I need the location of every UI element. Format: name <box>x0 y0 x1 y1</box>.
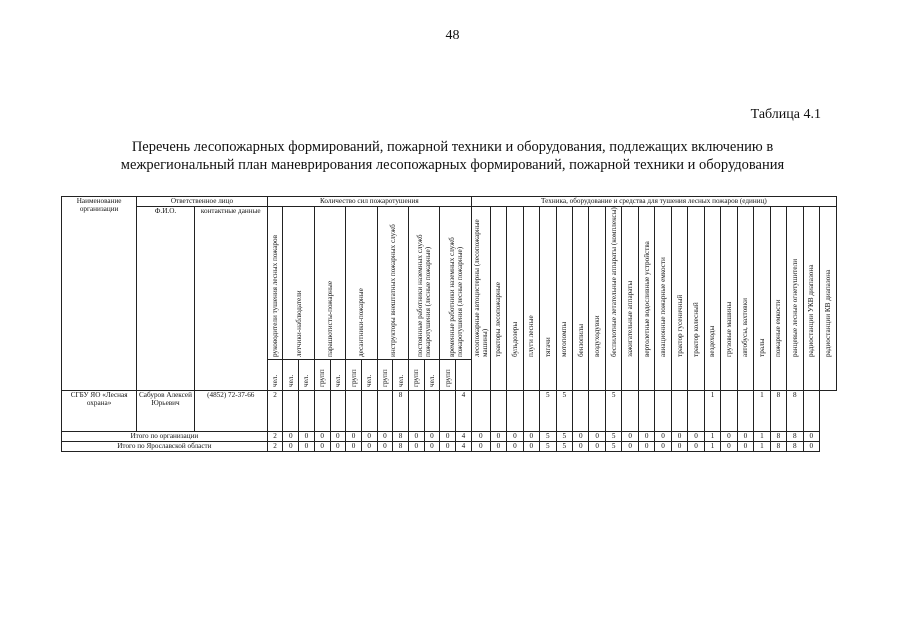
equipment-col-9-label: зажигательные аппараты <box>626 280 635 357</box>
force-value <box>440 391 456 432</box>
total-force-value: 0 <box>361 432 377 442</box>
force-value <box>361 391 377 432</box>
total-equipment-value: 0 <box>523 432 539 442</box>
total-equipment-value: 0 <box>803 442 819 452</box>
total-equipment-value: 4 <box>456 442 472 452</box>
equipment-col-3 <box>523 207 539 391</box>
equipment-col-7-label: воздуходувки <box>593 315 602 357</box>
total-force-value: 0 <box>440 442 456 452</box>
equipment-col-21-label: радиостанции КВ диапазона <box>824 269 833 357</box>
total-force-value: 2 <box>267 442 283 452</box>
force-unit-7 <box>377 360 393 391</box>
equipment-col-10-label: вертолетные водосливные устройства <box>642 241 651 357</box>
title-line-1: Перечень лесопожарных формирований, пожарной техники и оборудования, подлежащих включению в <box>131 139 774 155</box>
total-force-value: 0 <box>314 432 330 442</box>
force-unit-9 <box>408 360 424 391</box>
equipment-col-16 <box>737 207 753 391</box>
total-force-value: 0 <box>377 432 393 442</box>
total-equipment-value: 5 <box>556 432 572 442</box>
title-line-2: межрегиональный план маневрирования лесопожарных формирований, пожарной техники и оборудования <box>120 157 785 173</box>
fio-cell: Сабуров Алексей Юрьевич <box>137 391 195 432</box>
equipment-value: 1 <box>704 391 720 432</box>
equipment-col-10 <box>638 207 654 391</box>
force-value <box>377 391 393 432</box>
force-unit-0-label: чел. <box>271 374 280 387</box>
equipment-value <box>471 391 490 432</box>
equipment-value <box>688 391 704 432</box>
total-equipment-value: 8 <box>770 432 786 442</box>
force-unit-5-label: групп <box>349 369 358 387</box>
total-equipment-value: 8 <box>787 432 803 442</box>
equipment-col-5 <box>556 207 572 391</box>
total-equipment-value: 0 <box>507 442 523 452</box>
total-force-value: 8 <box>393 432 409 442</box>
equipment-col-0-label: лесопожарные автоцистерны (лесопожарные машины) <box>472 219 489 357</box>
equipment-value: 8 <box>787 391 803 432</box>
total-equipment-value: 0 <box>471 442 490 452</box>
force-unit-8-label: чел. <box>396 374 405 387</box>
equipment-col-12-label: трактор гусеничный <box>675 294 684 357</box>
equipment-col-11-label: авиационные пожарные емкости <box>659 257 668 357</box>
total-force-value: 0 <box>346 432 362 442</box>
total-equipment-value: 5 <box>540 442 556 452</box>
total-force-value: 0 <box>424 432 440 442</box>
equipment-col-1 <box>490 207 506 391</box>
header-forces: Количество сил пожаротушения <box>267 197 471 207</box>
equipment-col-11 <box>655 207 671 391</box>
total-force-value: 0 <box>424 442 440 452</box>
total-force-value: 0 <box>283 442 299 452</box>
force-col-3 <box>346 207 377 360</box>
total-equipment-value: 0 <box>671 432 687 442</box>
equipment-value: 8 <box>770 391 786 432</box>
force-col-2-label: парашютисты-пожарные <box>326 280 334 357</box>
equipment-col-9 <box>622 207 638 391</box>
equipment-col-5-label: мотопомпы <box>560 321 569 357</box>
force-unit-6 <box>361 360 377 391</box>
equipment-value: 5 <box>556 391 572 432</box>
total-equipment-value: 0 <box>507 432 523 442</box>
total-force-value: 2 <box>267 432 283 442</box>
total-force-value: 0 <box>408 442 424 452</box>
totals-row <box>62 432 837 442</box>
total-equipment-value: 0 <box>638 442 654 452</box>
total-equipment-value: 0 <box>490 432 506 442</box>
force-col-0-label: руководители тушения лесных пожаров <box>271 235 280 357</box>
equipment-col-21 <box>820 207 837 391</box>
force-unit-4 <box>330 360 346 391</box>
total-force-value: 0 <box>408 432 424 442</box>
totals-label: Итого по организации <box>62 432 268 442</box>
equipment-value <box>638 391 654 432</box>
equipment-value: 1 <box>754 391 770 432</box>
equipment-value <box>721 391 737 432</box>
total-force-value: 0 <box>346 442 362 452</box>
total-force-value: 0 <box>440 432 456 442</box>
total-equipment-value: 0 <box>622 442 638 452</box>
force-unit-7-label: групп <box>380 369 389 387</box>
total-equipment-value: 5 <box>556 442 572 452</box>
equipment-col-1-label: тракторы лесопожарные <box>494 282 503 357</box>
org-name-cell: СГБУ ЯО «Лесная охрана» <box>62 391 137 432</box>
total-equipment-value: 0 <box>721 442 737 452</box>
total-equipment-value: 0 <box>622 432 638 442</box>
equipment-col-20-label: радиостанции УКВ диапазона <box>807 264 816 357</box>
equipment-col-18 <box>770 207 786 391</box>
forces-equipment-table <box>61 196 837 452</box>
equipment-value <box>737 391 753 432</box>
force-unit-2-label: чел. <box>302 374 311 387</box>
total-force-value: 0 <box>299 442 315 452</box>
total-equipment-value: 1 <box>754 432 770 442</box>
total-force-value: 0 <box>330 432 346 442</box>
force-col-1 <box>283 207 314 360</box>
force-unit-1 <box>283 360 299 391</box>
header-contacts: контактные данные <box>194 207 267 391</box>
equipment-col-19-label: ранцевые лесные огнетушители <box>790 258 799 357</box>
equipment-col-4-label: тягачи <box>543 337 552 357</box>
force-value <box>424 391 440 432</box>
equipment-col-4 <box>540 207 556 391</box>
equipment-col-18-label: пожарные емкости <box>774 299 783 357</box>
force-unit-6-label: чел. <box>365 374 374 387</box>
equipment-value: 5 <box>540 391 556 432</box>
force-col-3-label: десантники-пожарные <box>357 288 366 357</box>
total-force-value: 0 <box>299 432 315 442</box>
total-equipment-value: 1 <box>704 442 720 452</box>
equipment-col-8 <box>605 207 621 391</box>
equipment-col-15 <box>721 207 737 391</box>
equipment-col-20 <box>803 207 819 391</box>
header-fio: Ф.И.О. <box>137 207 195 391</box>
force-unit-10-label: чел. <box>427 374 436 387</box>
equipment-col-19 <box>787 207 803 391</box>
total-equipment-value: 8 <box>770 442 786 452</box>
force-col-5-label: постоянные работники наземных служб пожаротушения (лесные пожарные) <box>416 234 433 357</box>
equipment-col-6-label: бензопилы <box>576 323 585 357</box>
total-equipment-value: 0 <box>688 442 704 452</box>
equipment-col-3-label: плуги лесные <box>527 315 536 357</box>
force-col-1-label: летчики-наблюдатели <box>294 290 303 357</box>
equipment-value: 4 <box>456 391 472 432</box>
force-unit-9-label: групп <box>412 369 421 387</box>
force-unit-3 <box>314 360 330 391</box>
total-equipment-value: 0 <box>655 432 671 442</box>
force-col-4-label: инструкторы внештатных пожарных служб <box>388 224 397 357</box>
total-equipment-value: 4 <box>456 432 472 442</box>
force-unit-3-label: групп <box>318 369 327 387</box>
document-title <box>60 138 845 174</box>
total-equipment-value: 0 <box>671 442 687 452</box>
equipment-value <box>671 391 687 432</box>
total-equipment-value: 0 <box>737 432 753 442</box>
header-equipment: Техника, оборудование и средства для тушения лесных пожаров (единиц) <box>471 197 836 207</box>
force-value <box>283 391 299 432</box>
total-force-value: 0 <box>314 442 330 452</box>
equipment-value <box>655 391 671 432</box>
total-equipment-value: 0 <box>737 442 753 452</box>
total-equipment-value: 1 <box>754 442 770 452</box>
equipment-col-12 <box>671 207 687 391</box>
total-equipment-value: 0 <box>803 432 819 442</box>
force-unit-11 <box>440 360 456 391</box>
force-unit-2 <box>299 360 315 391</box>
equipment-col-17-label: тралы <box>757 338 766 357</box>
total-equipment-value: 0 <box>471 432 490 442</box>
total-equipment-value: 0 <box>638 432 654 442</box>
force-col-0 <box>267 207 283 360</box>
page-number: 48 <box>445 28 460 43</box>
equipment-col-13-label: трактор колесный <box>692 302 701 357</box>
force-col-6 <box>440 207 472 360</box>
force-value <box>346 391 362 432</box>
total-force-value: 0 <box>330 442 346 452</box>
equipment-col-2 <box>507 207 523 391</box>
equipment-value <box>523 391 539 432</box>
equipment-value <box>573 391 589 432</box>
totals-row <box>62 442 837 452</box>
total-equipment-value: 5 <box>605 432 621 442</box>
total-equipment-value: 0 <box>655 442 671 452</box>
total-equipment-value: 0 <box>523 442 539 452</box>
equipment-value <box>589 391 605 432</box>
total-force-value: 8 <box>393 442 409 452</box>
equipment-value <box>803 391 819 432</box>
equipment-col-8-label: беспилотные летательные аппараты (комплексы) <box>609 207 618 357</box>
total-force-value: 0 <box>377 442 393 452</box>
force-unit-10 <box>424 360 440 391</box>
total-equipment-value: 0 <box>589 432 605 442</box>
force-value <box>314 391 330 432</box>
equipment-col-16-label: автобусы, вахтовки <box>741 298 750 357</box>
force-unit-5 <box>346 360 362 391</box>
force-value <box>299 391 315 432</box>
totals-label: Итого по Ярославской области <box>62 442 268 452</box>
force-value <box>330 391 346 432</box>
total-equipment-value: 0 <box>573 442 589 452</box>
equipment-col-7 <box>589 207 605 391</box>
header-org-name: Наименование организации <box>62 197 137 391</box>
total-equipment-value: 0 <box>688 432 704 442</box>
total-equipment-value: 1 <box>704 432 720 442</box>
total-equipment-value: 5 <box>605 442 621 452</box>
equipment-value <box>490 391 506 432</box>
force-col-6-label: временные работники наземных служб пожаротушения (лесные пожарные) <box>447 237 464 357</box>
force-col-5 <box>408 207 439 360</box>
table-label: Таблица 4.1 <box>750 107 821 122</box>
force-unit-11-label: групп <box>443 369 452 387</box>
total-equipment-value: 8 <box>787 442 803 452</box>
equipment-col-17 <box>754 207 770 391</box>
force-value: 8 <box>393 391 409 432</box>
total-equipment-value: 0 <box>589 442 605 452</box>
force-value: 2 <box>267 391 283 432</box>
total-equipment-value: 5 <box>540 432 556 442</box>
force-unit-4-label: чел. <box>333 374 342 387</box>
contacts-cell: (4852) 72-37-66 <box>194 391 267 432</box>
equipment-value: 5 <box>605 391 621 432</box>
equipment-col-6 <box>573 207 589 391</box>
total-equipment-value: 0 <box>490 442 506 452</box>
equipment-value <box>622 391 638 432</box>
equipment-value <box>507 391 523 432</box>
force-unit-1-label: чел. <box>286 374 295 387</box>
total-equipment-value: 0 <box>721 432 737 442</box>
equipment-col-0 <box>471 207 490 391</box>
total-force-value: 0 <box>283 432 299 442</box>
total-force-value: 0 <box>361 442 377 452</box>
equipment-col-14-label: вездеходы <box>708 325 717 357</box>
force-col-2 <box>314 207 345 360</box>
force-unit-8 <box>393 360 409 391</box>
force-value <box>408 391 424 432</box>
force-unit-0 <box>267 360 283 391</box>
total-equipment-value: 0 <box>573 432 589 442</box>
equipment-col-14 <box>704 207 720 391</box>
force-col-4 <box>377 207 408 360</box>
header-responsible: Ответственное лицо <box>137 197 268 207</box>
equipment-col-13 <box>688 207 704 391</box>
equipment-col-2-label: бульдозеры <box>510 321 519 357</box>
equipment-col-15-label: грузовые машины <box>724 301 733 357</box>
